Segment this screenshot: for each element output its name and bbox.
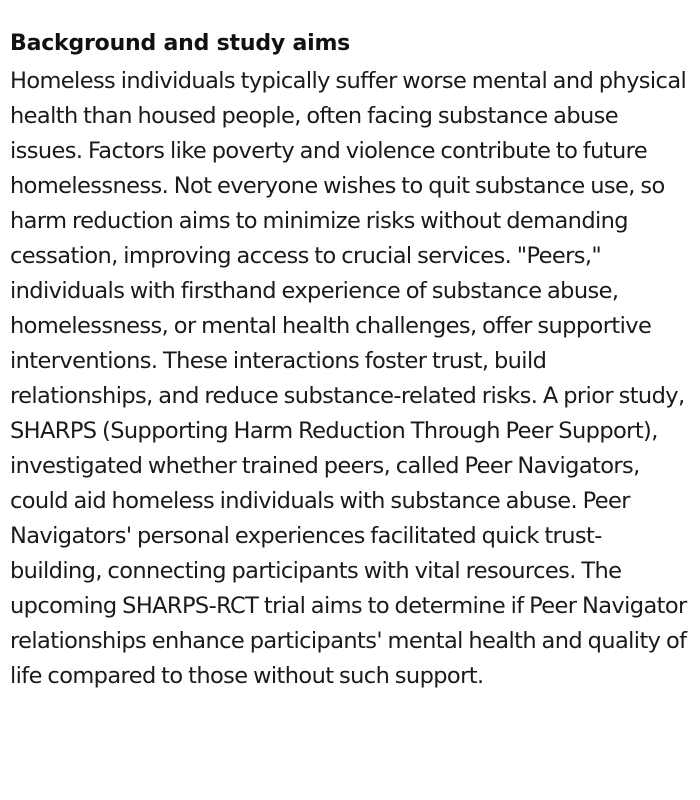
section-heading: Background and study aims (10, 31, 351, 56)
document-section (10, 28, 690, 694)
section-paragraph: Homeless individuals typically suffer worse mental and physical health than housed people, often facing substance abuse issues. Factors like poverty and violence contribute to future homelessness. Not everyone wishes to quit substance use, so harm reduction aims to minimize risks without demanding cessation, improving access to crucial services. "Peers," individuals with firsthand experience of substance abuse, homelessness, or mental health challenges, offer supportive interventions. These interactions foster trust, build relationships, and reduce substance-related risks. A prior study, SHARPS (Supporting Harm Reduction Through Peer Support), investigated whether trained peers, called Peer Navigators, could aid homeless individuals with substance abuse. Peer Navigators' personal experiences facilitated quick trust-building, connecting participants with vital resources. The upcoming SHARPS-RCT trial aims to determine if Peer Navigator relationships enhance participants' mental health and quality of life compared to those without such support. (10, 68, 687, 689)
